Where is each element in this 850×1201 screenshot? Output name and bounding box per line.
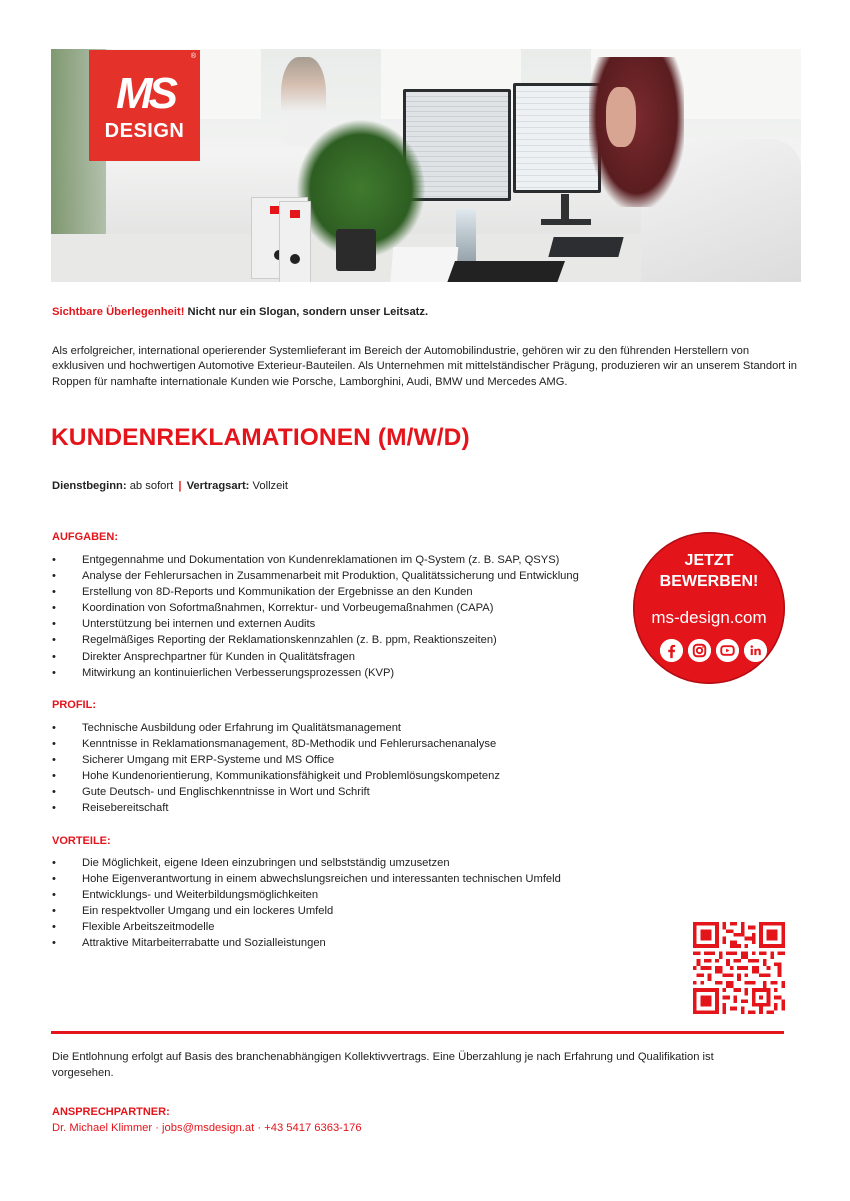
list-item — [52, 903, 561, 919]
item-text: Mitwirkung an kontinuierlichen Verbesserungsprozessen (KVP) — [82, 666, 395, 679]
contact-separator: · — [152, 1122, 163, 1134]
bullet: • — [52, 921, 56, 934]
contact-phone[interactable]: +43 5417 6363-176 — [264, 1122, 362, 1134]
person-face — [606, 87, 636, 147]
bullet: • — [52, 857, 56, 869]
ms-design-logo — [89, 50, 200, 161]
job-title: KUNDENREKLAMATIONEN (M/W/D) — [51, 424, 470, 451]
job-meta — [52, 480, 288, 492]
cta-line-2: BEWERBEN! — [659, 573, 759, 590]
registered-mark: ® — [190, 53, 196, 60]
plant-pot — [336, 229, 376, 271]
bullet: • — [52, 650, 56, 663]
logo-ms: MS — [116, 69, 174, 118]
slogan-rest: Nicht nur ein Slogan, sondern unser Leitsatz. — [184, 306, 429, 318]
item-text: Koordination von Sofortmaßnahmen, Korrektur- und Vorbeugemaßnahmen (CAPA) — [82, 602, 494, 615]
bullet: • — [52, 634, 56, 647]
list-item — [52, 616, 579, 632]
item-text: Entwicklungs- und Weiterbildungsmöglichkeiten — [82, 889, 319, 902]
list-item — [52, 584, 579, 600]
start-value: ab sofort — [126, 480, 177, 492]
item-text: Reisebereitschaft — [82, 802, 169, 815]
bullet: • — [52, 802, 56, 815]
bullet: • — [52, 905, 56, 918]
contact-separator: · — [254, 1122, 265, 1134]
binder — [279, 201, 311, 282]
contact-line — [52, 1122, 362, 1134]
bullet: • — [52, 873, 56, 886]
item-text: Unterstützung bei internen und externen Audits — [82, 618, 316, 631]
contract-label: Vertragsart: — [183, 480, 250, 492]
cta-line-1: JETZT — [684, 552, 734, 569]
bullet: • — [52, 554, 56, 566]
instagram-icon[interactable] — [688, 639, 711, 662]
item-text: Analyse der Fehlerursachen in Zusammenarbeit mit Produktion, Qualitätssicherung und Entwicklung — [82, 570, 579, 583]
list-item — [52, 887, 561, 903]
item-text: Regelmäßiges Reporting der Reklamationskennzahlen (z. B. ppm, Reaktionszeiten) — [82, 634, 497, 647]
linkedin-icon[interactable] — [744, 639, 767, 662]
apply-now-badge[interactable] — [633, 532, 785, 684]
list-item — [52, 632, 579, 648]
bullet: • — [52, 937, 56, 950]
bullet: • — [52, 722, 56, 734]
item-text: Hohe Eigenverantwortung in einem abwechslungsreichen und interessanten technischen Umfeld — [82, 873, 561, 886]
contract-value: Vollzeit — [249, 480, 288, 492]
bullet: • — [52, 618, 56, 631]
item-text: Erstellung von 8D-Reports und Kommunikation der Ergebnisse an den Kunden — [82, 586, 473, 599]
item-text: Gute Deutsch- und Englischkenntnisse in Wort und Schrift — [82, 786, 370, 799]
bullet: • — [52, 770, 56, 783]
tablet — [447, 261, 565, 282]
company-intro: Als erfolgreicher, international operierender Systemlieferant im Bereich der Automobilindustrie, gehören wir zu den führenden Herstellern von exklusiven und hochwertigen Automotive Exterieur-Bauteilen. Als Unternehmen mit mittelständischer Prägung, produzieren wir an unserem Standort in Roppen für namhafte internationale Kunden wie Porsche, Lamborghini, Audi, BMW und Mercedes AMG. — [52, 345, 797, 388]
list-item — [52, 665, 579, 681]
monitor-stand — [561, 194, 569, 222]
meta-separator: | — [178, 480, 182, 492]
benefits-list — [52, 855, 561, 952]
facebook-icon[interactable] — [660, 639, 683, 662]
list-item — [52, 736, 500, 752]
qr-code[interactable] — [693, 922, 785, 1014]
list-item — [52, 871, 561, 887]
item-text: Entgegennahme und Dokumentation von Kundenreklamationen im Q-System (z. B. SAP, QSYS) — [82, 554, 560, 566]
divider — [51, 1031, 784, 1034]
bullet: • — [52, 666, 56, 679]
website-link[interactable]: ms-design.com — [651, 608, 767, 627]
section-heading-benefits: VORTEILE: — [52, 835, 111, 847]
person-hair — [589, 57, 684, 207]
youtube-icon[interactable] — [716, 639, 739, 662]
profile-list — [52, 720, 500, 817]
item-text: Sicherer Umgang mit ERP-Systeme und MS Office — [82, 754, 335, 767]
monitor-right — [513, 83, 601, 193]
list-item — [52, 720, 500, 736]
list-item — [52, 600, 579, 616]
item-text: Attraktive Mitarbeiterrabatte und Sozialleistungen — [82, 937, 326, 950]
desk-calendar — [389, 247, 459, 282]
keyboard — [548, 237, 623, 257]
item-text: Hohe Kundenorientierung, Kommunikationsfähigkeit und Problemlösungskompetenz — [82, 770, 500, 783]
section-heading-profile: PROFIL: — [52, 699, 96, 711]
start-label: Dienstbeginn: — [52, 480, 127, 492]
contact-email[interactable]: jobs@msdesign.at — [162, 1122, 255, 1134]
bullet: • — [52, 786, 56, 799]
list-item — [52, 768, 500, 784]
bullet: • — [52, 738, 56, 751]
list-item — [52, 552, 579, 568]
item-text: Direkter Ansprechpartner für Kunden in Qualitätsfragen — [82, 650, 356, 663]
item-text: Ein respektvoller Umgang und ein lockeres Umfeld — [82, 905, 334, 918]
contact-heading: ANSPRECHPARTNER: — [52, 1106, 170, 1118]
bullet: • — [52, 602, 56, 615]
social-icons — [660, 639, 767, 662]
list-item — [52, 935, 561, 951]
tasks-list — [52, 552, 579, 681]
list-item — [52, 784, 500, 800]
contact-name: Dr. Michael Klimmer — [52, 1122, 153, 1134]
section-heading-tasks: AUFGABEN: — [52, 531, 118, 543]
bullet: • — [52, 754, 56, 767]
bullet: • — [52, 586, 56, 599]
list-item — [52, 855, 561, 871]
slogan-highlight: Sichtbare Überlegenheit! — [52, 306, 185, 318]
slogan — [52, 306, 428, 318]
list-item — [52, 568, 579, 584]
monitor-foot — [541, 219, 591, 225]
list-item — [52, 649, 579, 665]
list-item — [52, 752, 500, 768]
pay-note: Die Entlohnung erfolgt auf Basis des branchenabhängigen Kollektivvertrags. Eine Überzahlung je nach Erfahrung und Qualifikation ist vorgesehen. — [52, 1051, 714, 1079]
bullet: • — [52, 889, 56, 902]
bullet: • — [52, 570, 56, 583]
logo-design: DESIGN — [104, 120, 185, 142]
list-item — [52, 919, 561, 935]
item-text: Kenntnisse in Reklamationsmanagement, 8D-Methodik und Fehlerursachenanalyse — [82, 738, 497, 751]
item-text: Technische Ausbildung oder Erfahrung im Qualitätsmanagement — [82, 722, 402, 734]
item-text: Die Möglichkeit, eigene Ideen einzubringen und selbstständig umzusetzen — [82, 857, 450, 869]
item-text: Flexible Arbeitszeitmodelle — [82, 921, 215, 934]
list-item — [52, 800, 500, 816]
